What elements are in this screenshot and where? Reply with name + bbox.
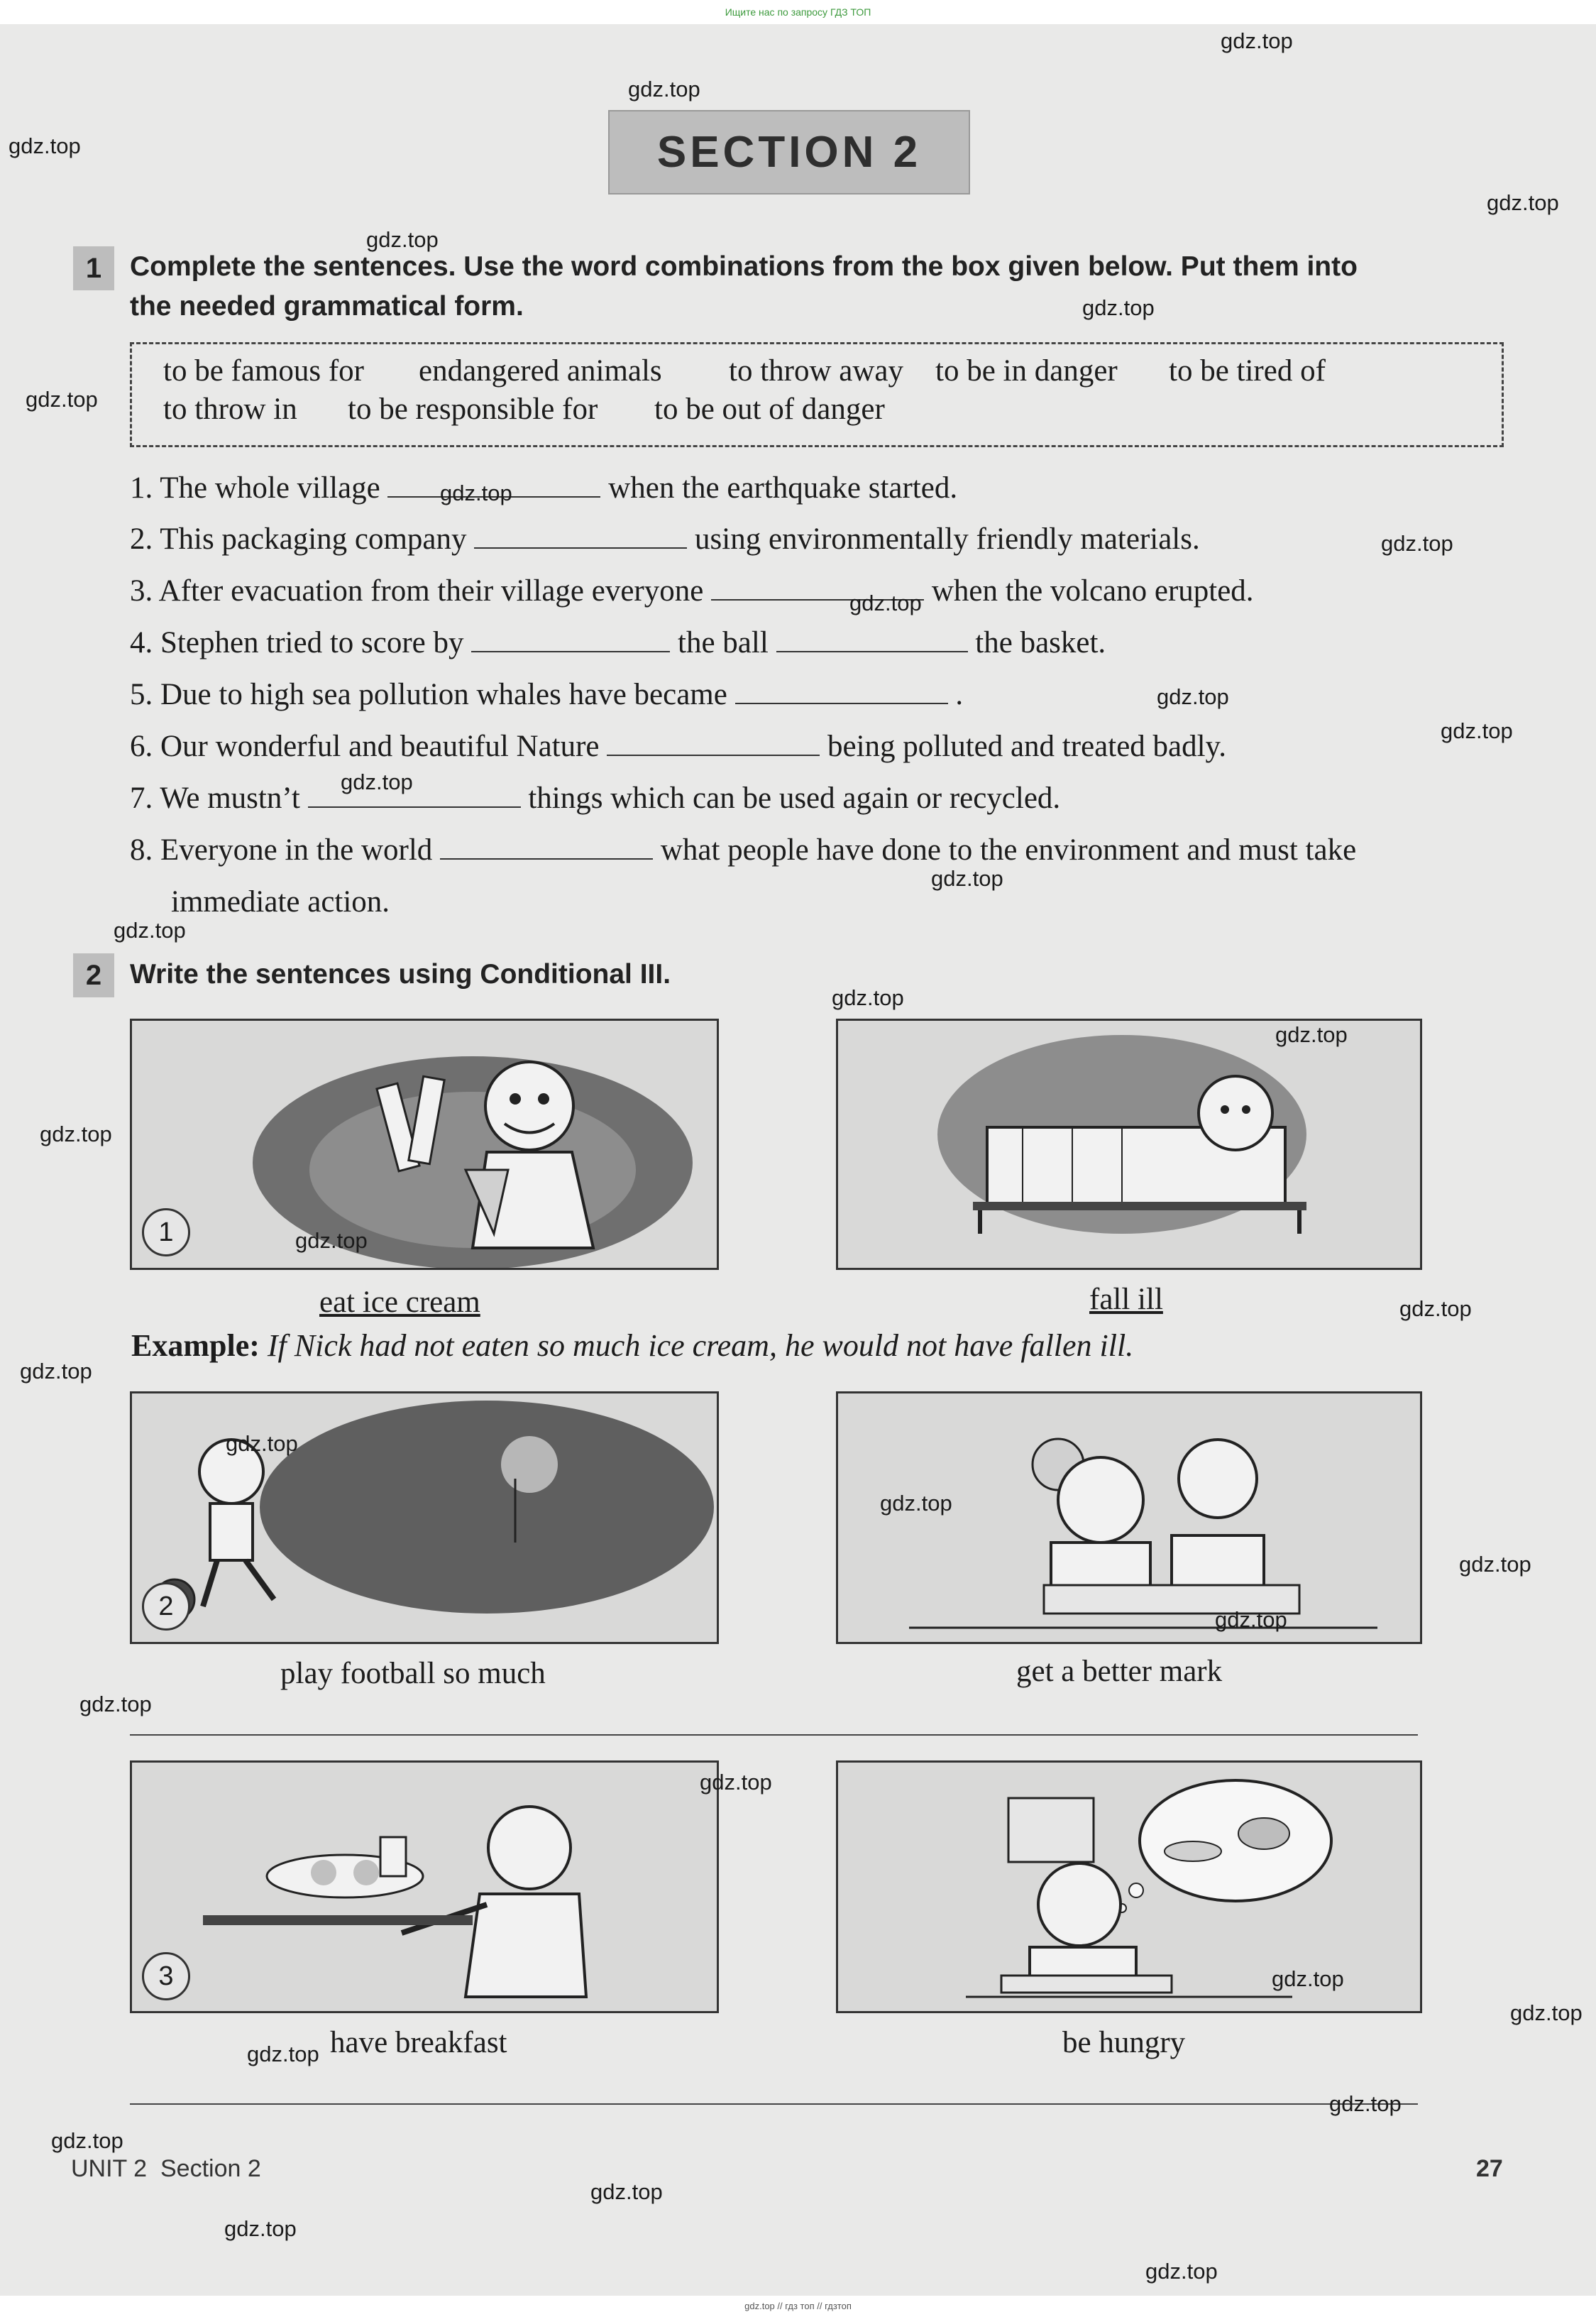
sentence-2: 2. This packaging company using environmentally friendly materials.	[130, 522, 1200, 556]
watermark: gdz.top	[114, 918, 186, 943]
watermark: gdz.top	[1329, 2091, 1402, 2116]
watermark: gdz.top	[1510, 2000, 1583, 2025]
word-item: endangered animals	[419, 354, 662, 388]
watermark: gdz.top	[9, 133, 81, 158]
caption-play-football: play football so much	[280, 1657, 546, 1690]
watermark: gdz.top	[341, 769, 413, 794]
word-item: to be in danger	[935, 354, 1118, 388]
sick-boy-in-bed-illustration	[838, 1021, 1420, 1268]
watermark: gdz.top	[832, 985, 904, 1010]
word-item: to be famous for	[163, 354, 365, 388]
watermark: gdz.top	[247, 2042, 319, 2066]
watermark: gdz.top	[1399, 1296, 1472, 1321]
watermark: gdz.top	[1441, 718, 1513, 743]
boy-refusing-breakfast-illustration	[132, 1763, 717, 2011]
answer-blank[interactable]	[776, 630, 968, 652]
exercise-2-instruction: Write the sentences using Conditional III.	[130, 959, 671, 990]
watermark: gdz.top	[224, 2216, 297, 2241]
watermark: gdz.top	[26, 387, 98, 412]
word-item: to throw in	[163, 393, 297, 426]
watermark: gdz.top	[1215, 1607, 1287, 1632]
picture-better-mark	[836, 1391, 1422, 1644]
watermark: gdz.top	[366, 227, 439, 252]
exercise-1-instruction: Complete the sentences. Use the word combinations from the box given below. Put them into the needed grammatical form.	[130, 251, 1358, 322]
exercise-1-number: 1	[73, 246, 114, 290]
watermark: gdz.top	[849, 591, 922, 615]
picture-number-2: 2	[142, 1582, 190, 1631]
word-item: to be responsible for	[348, 393, 598, 426]
picture-fall-ill	[836, 1019, 1422, 1270]
sentence-4: 4. Stephen tried to score by the ball the basket.	[130, 626, 1106, 659]
watermark: gdz.top	[295, 1228, 368, 1253]
watermark: gdz.top	[1381, 531, 1453, 556]
picture-eat-ice-cream	[130, 1019, 719, 1270]
word-item: to be tired of	[1169, 354, 1326, 388]
picture-have-breakfast	[130, 1760, 719, 2013]
caption-better-mark: get a better mark	[1016, 1655, 1223, 1688]
page-number: 27	[1476, 2155, 1503, 2182]
watermark: gdz.top	[931, 866, 1003, 891]
sentence-3: 3. After evacuation from their village everyone when the volcano erupted.	[130, 574, 1254, 608]
watermark: gdz.top	[40, 1122, 112, 1146]
example-sentence: Example: If Nick had not eaten so much ice cream, he would not have fallen ill.	[131, 1328, 1134, 1363]
watermark: gdz.top	[51, 2128, 123, 2153]
sentence-6: 6. Our wonderful and beautiful Nature being polluted and treated badly.	[130, 730, 1227, 763]
watermark: gdz.top	[79, 1692, 152, 1716]
word-item: to throw away	[729, 354, 903, 388]
answer-blank[interactable]	[471, 630, 670, 652]
picture-number-1: 1	[142, 1208, 190, 1256]
sentence-7: 7. We mustn’t things which can be used again or recycled.	[130, 782, 1061, 815]
answer-line[interactable]	[130, 2103, 1418, 2105]
answer-line[interactable]	[130, 1734, 1418, 1736]
watermark: gdz.top	[700, 1770, 772, 1795]
watermark: gdz.top	[1082, 295, 1155, 320]
sentence-1: 1. The whole village when the earthquake started.	[130, 471, 958, 505]
sentence-5: 5. Due to high sea pollution whales have became .	[130, 678, 964, 711]
word-item: to be out of danger	[654, 393, 885, 426]
watermark: gdz.top	[20, 1359, 92, 1384]
watermark: gdz.top	[440, 481, 512, 505]
watermark: gdz.top	[1487, 190, 1559, 215]
caption-eat-ice-cream: eat ice cream	[319, 1286, 480, 1319]
watermark: gdz.top	[1459, 1552, 1531, 1577]
watermark: gdz.top	[1272, 1966, 1344, 1991]
caption-be-hungry: be hungry	[1062, 2026, 1186, 2059]
watermark: gdz.top	[880, 1491, 952, 1516]
watermark: gdz.top	[1221, 28, 1293, 53]
boy-ice-cream-illustration	[132, 1021, 717, 1268]
answer-blank[interactable]	[607, 733, 820, 756]
watermark: gdz.top	[1157, 684, 1229, 709]
exercise-2-number: 2	[73, 953, 114, 997]
sentence-8: 8. Everyone in the world what people have done to the environment and must take	[130, 833, 1357, 867]
answer-blank[interactable]	[474, 526, 687, 549]
section-heading: SECTION 2	[608, 110, 970, 195]
caption-have-breakfast: have breakfast	[330, 2026, 507, 2059]
watermark: gdz.top	[628, 77, 700, 102]
watermark: gdz.top	[590, 2179, 663, 2204]
answer-blank[interactable]	[308, 785, 521, 808]
bottom-banner[interactable]: gdz.top // гдз топ // гдзтоп	[0, 2296, 1596, 2317]
picture-play-football	[130, 1391, 719, 1644]
answer-blank[interactable]	[440, 837, 653, 860]
watermark: gdz.top	[1275, 1022, 1348, 1047]
caption-fall-ill: fall ill	[1089, 1283, 1163, 1316]
top-banner[interactable]: Ищите нас по запросу ГДЗ ТОП	[0, 0, 1596, 24]
watermark: gdz.top	[1145, 2259, 1218, 2284]
boy-football-illustration	[132, 1393, 717, 1642]
answer-blank[interactable]	[735, 681, 948, 704]
children-studying-illustration	[838, 1393, 1420, 1642]
picture-number-3: 3	[142, 1952, 190, 2000]
unit-footer: UNIT 2 Section 2	[71, 2155, 261, 2182]
watermark: gdz.top	[226, 1431, 298, 1456]
sentence-8-continued: immediate action.	[171, 885, 390, 919]
